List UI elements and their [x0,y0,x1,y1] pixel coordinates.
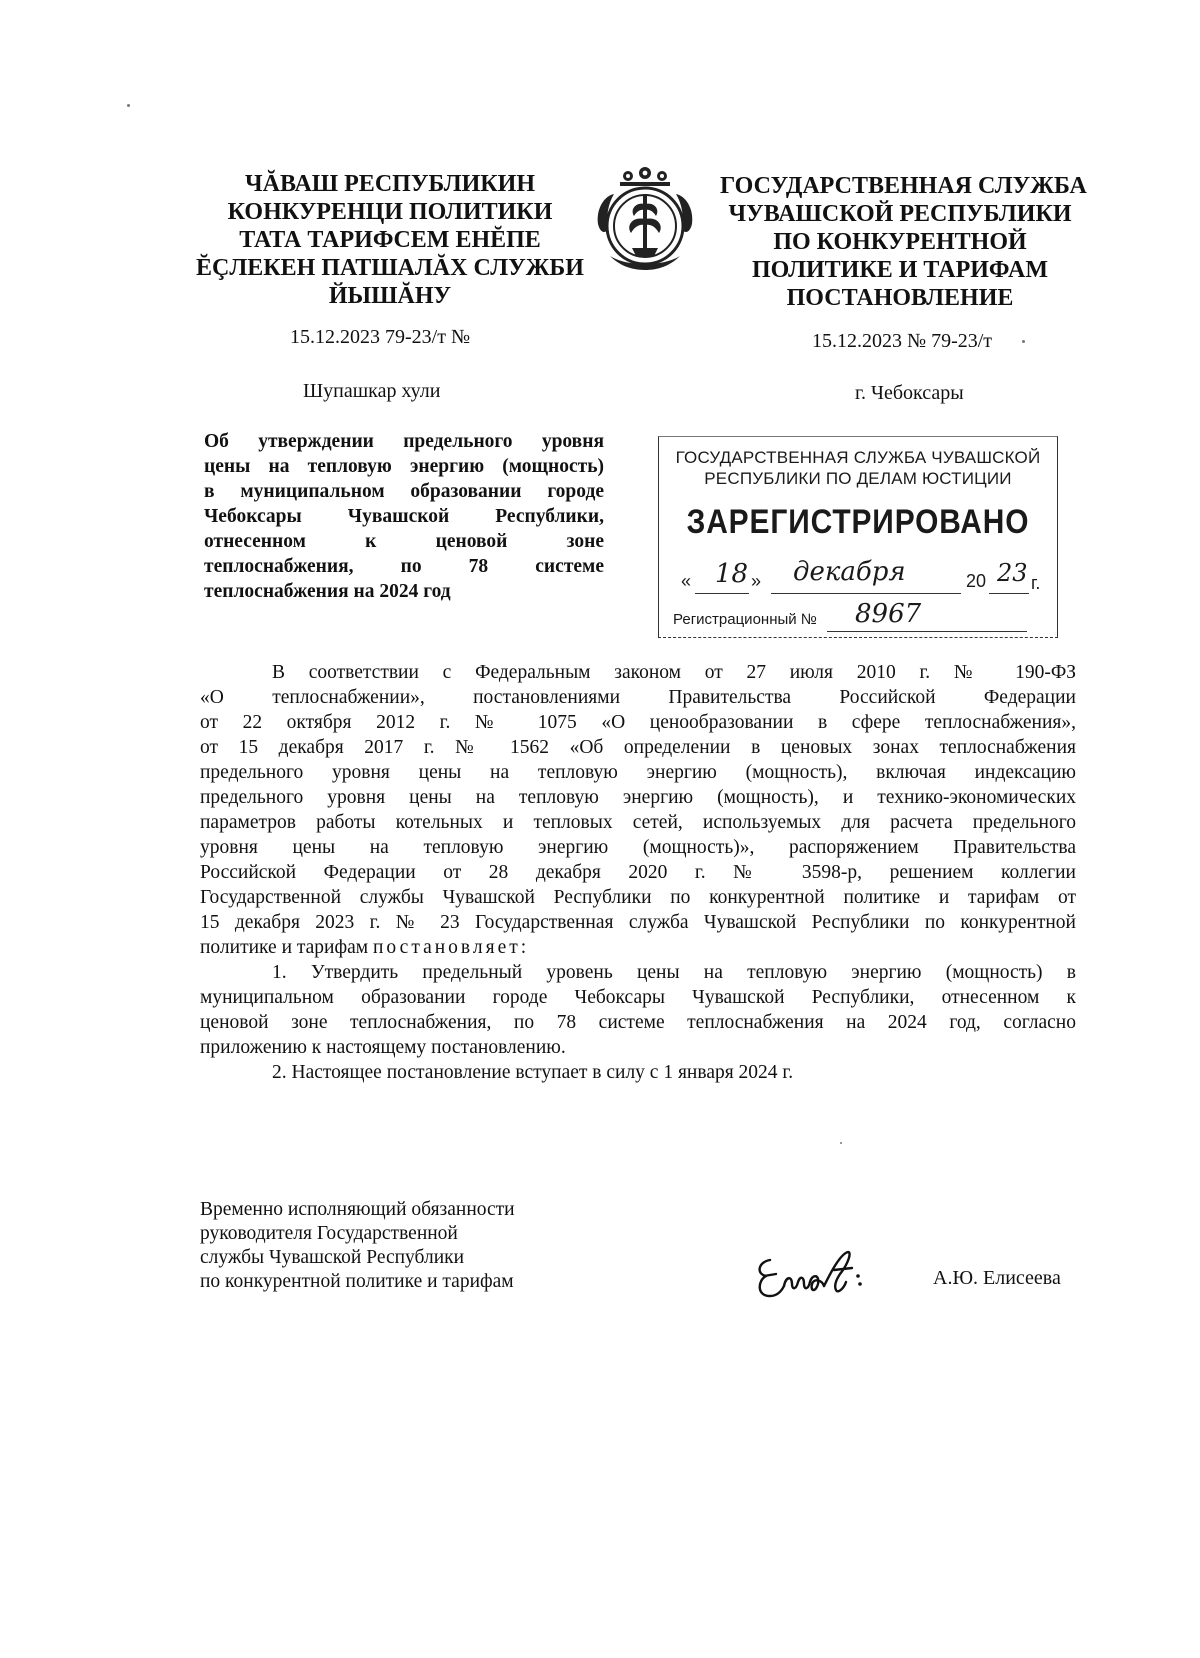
document-body [200,660,1076,1085]
scan-speck [127,104,130,107]
title-line: Об утверждении предельного уровня [204,431,604,452]
document-title [204,429,604,604]
title-line: теплоснабжения, по 78 системе [204,556,604,577]
scan-speck [1022,340,1025,343]
stamp-day-handwritten: 18 [715,559,749,589]
stamp-date [681,557,1041,595]
signatory-line: по конкурентной политике и тарифам [200,1271,514,1292]
city-right: г. Чебоксары [855,382,964,404]
date-number-left: 15.12.2023 79-23/т № [290,326,471,348]
resolves-word: постановляет: [373,937,530,958]
preamble-line: 15 декабря 2023 г. № 23 Государственная служба Чувашской Республики по конкурентной [200,912,1076,933]
header-right-line: ГОСУДАРСТВЕННАЯ СЛУЖБА [720,173,1087,199]
preamble-paragraph [200,660,1076,960]
item-1-line: муниципальном образовании городе Чебоксары Чувашской Республики, отнесенном к [200,987,1076,1008]
stamp-organization [659,447,1057,489]
stamp-reg-underline [827,631,1027,632]
header-left-line: ЙЫШĂНУ [328,283,452,309]
preamble-line: параметров работы котельных и тепловых сетей, используемых для расчета предельного [200,812,1076,833]
signatory-line: руководителя Государственной [200,1223,458,1244]
date-number-right: 15.12.2023 № 79-23/т [812,330,993,352]
stamp-month-underline [771,593,961,594]
stamp-reg-number-handwritten: 8967 [855,599,922,629]
scan-speck [840,1142,842,1144]
preamble-line: Государственной службы Чувашской Республики по конкурентной политике и тарифам от [200,887,1076,908]
preamble-line [200,935,1076,960]
signer-name: А.Ю. Елисеева [933,1267,1061,1289]
header-right-line: ПО КОНКУРЕНТНОЙ [773,229,1027,255]
stamp-reg-label: Регистрационный № [673,611,817,628]
preamble-last-prefix: политике и тарифам [200,937,369,958]
title-line: теплоснабжения на 2024 год [204,581,451,602]
preamble-line: В соответствии с Федеральным законом от 27 июля 2010 г. № 190-ФЗ [272,662,1076,683]
title-line: цены на тепловую энергию (мощность) [204,456,604,477]
preamble-line: предельного уровня цены на тепловую энергию (мощность), включая индексацию [200,762,1076,783]
item-1-line: приложению к настоящему постановлению. [200,1037,566,1058]
preamble-line: уровня цены на тепловую энергию (мощность)», распоряжением Правительства [200,837,1076,858]
header-left-line: ТАТА ТАРИФСЕМ ЕНĔПЕ [239,227,541,253]
header-left-line: ĔÇЛЕКЕН ПАТШАЛĂХ СЛУЖБИ [196,255,584,281]
item-1-line: ценовой зоне теплоснабжения, по 78 системе теплоснабжения на 2024 год, согласно [200,1012,1076,1033]
header-right-line: ПОЛИТИКЕ И ТАРИФАМ [751,257,1048,283]
header-right-line: ПОСТАНОВЛЕНИЕ [786,285,1014,311]
item-2-line: 2. Настоящее постановление вступает в силу с 1 января 2024 г. [272,1062,794,1083]
stamp-month-handwritten: декабря [793,557,906,587]
stamp-org-line: ГОСУДАРСТВЕННАЯ СЛУЖБА ЧУВАШСКОЙ [675,448,1041,467]
stamp-year-handwritten: 23 [997,559,1028,587]
signatory-position [200,1198,600,1294]
header-left-line: КОНКУРЕНЦИ ПОЛИТИКИ [227,199,553,225]
stamp-quote-close: » [751,571,762,591]
stamp-year-suffix: г. [1031,573,1041,593]
item-1-paragraph [200,960,1076,1060]
stamp-year-underline [989,593,1029,594]
header-left-chuvash [190,170,590,310]
item-2-paragraph [200,1060,1076,1085]
preamble-line: Российской Федерации от 28 декабря 2020 г. № 3598-р, решением коллегии [200,862,1076,883]
signatory-line: Временно исполняющий обязанности [200,1199,515,1220]
title-line: отнесенном к ценовой зоне [204,531,604,552]
header-right-russian [720,172,1087,312]
item-1-line: 1. Утвердить предельный уровень цены на тепловую энергию (мощность) в [272,962,1076,983]
signatory-line: службы Чувашской Республики [200,1247,465,1268]
preamble-line: от 15 декабря 2017 г. № 1562 «Об определении в ценовых зонах теплоснабжения [200,737,1076,758]
title-line: в муниципальном образовании городе [204,481,604,502]
header-right-line: ЧУВАШСКОЙ РЕСПУБЛИКИ [728,201,1072,227]
preamble-line: предельного уровня цены на тепловую энергию (мощность), и технико-экономических [200,787,1076,808]
title-line: Чебоксары Чувашской Республики, [204,506,604,527]
stamp-day-underline [695,593,749,594]
stamp-year-prefix: 20 [966,571,987,591]
preamble-line: от 22 октября 2012 г. № 1075 «О ценообразовании в сфере теплоснабжения», [200,712,1076,733]
stamp-status: ЗАРЕГИСТРИРОВАНО [686,503,1030,541]
city-left: Шупашкар хули [303,380,441,402]
header-left-line: ЧĂВАШ РЕСПУБЛИКИН [245,171,535,197]
stamp-org-line: РЕСПУБЛИКИ ПО ДЕЛАМ ЮСТИЦИИ [704,469,1012,488]
preamble-line: «О теплоснабжении», постановлениями Правительства Российской Федерации [200,687,1076,708]
chuvash-republic-emblem-icon [590,164,700,272]
handwritten-signature [748,1240,878,1310]
stamp-quote-open: « [681,571,692,591]
registration-stamp [658,436,1058,638]
